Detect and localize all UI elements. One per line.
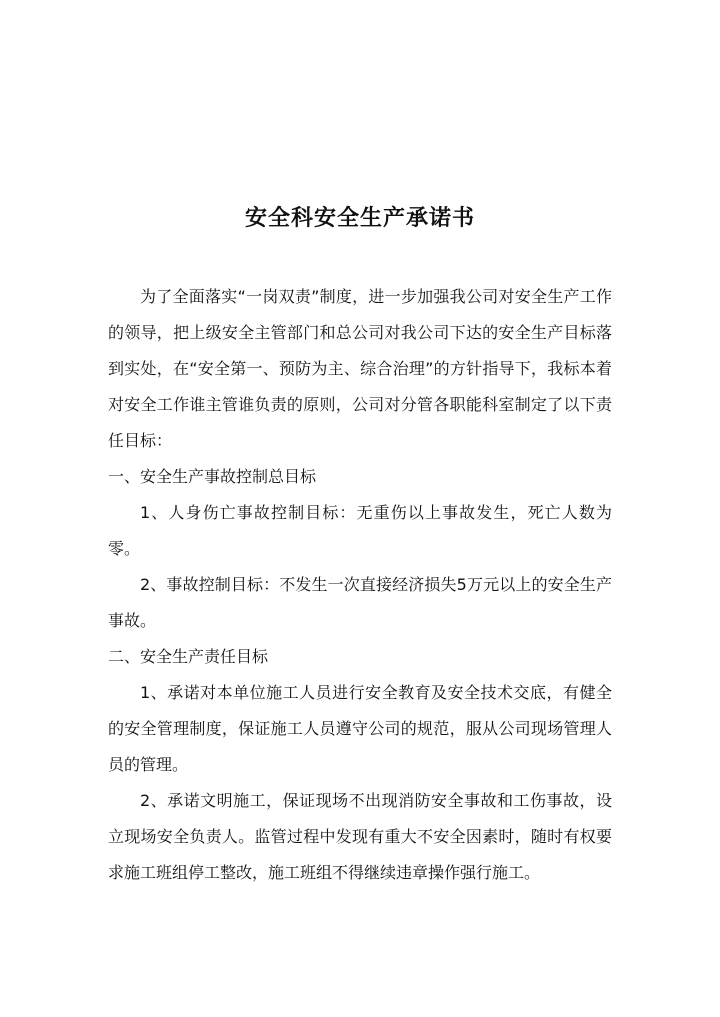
paragraph-item-1-2: 2、事故控制目标：不发生一次直接经济损失5万元以上的安全生产事故。	[108, 575, 612, 630]
document-title: 安全科安全生产承诺书	[244, 205, 475, 231]
paragraph-intro: 为了全面落实“一岗双责”制度，进一步加强我公司对安全生产工作的领导，把上级安全主管部门和总公司对我公司下达的安全生产目标落到实处，在“安全第一、预防为主、综合治理”的方针指导下，我标本着对安全工作谁主管谁负责的原则，公司对分管各职能科室制定了以下责任目标：	[108, 287, 612, 450]
paragraph-item-2-1: 1、承诺对本单位施工人员进行安全教育及安全技术交底，有健全的安全管理制度，保证施工人员遵守公司的规范，服从公司现场管理人员的管理。	[108, 683, 612, 774]
section-heading-2: 二、安全生产责任目标	[108, 647, 269, 666]
paragraph-item-2-2: 2、承诺文明施工，保证现场不出现消防安全事故和工伤事故，设立现场安全负责人。监管过程中发现有重大不安全因素时，随时有权要求施工班组停工整改，施工班组不得继续违章操作强行施工。	[108, 791, 612, 882]
paragraph-item-1-1: 1、人身伤亡事故控制目标：无重伤以上事故发生，死亡人数为零。	[108, 503, 612, 558]
section-heading-1: 一、安全生产事故控制总目标	[108, 467, 317, 486]
document-body	[108, 279, 612, 891]
